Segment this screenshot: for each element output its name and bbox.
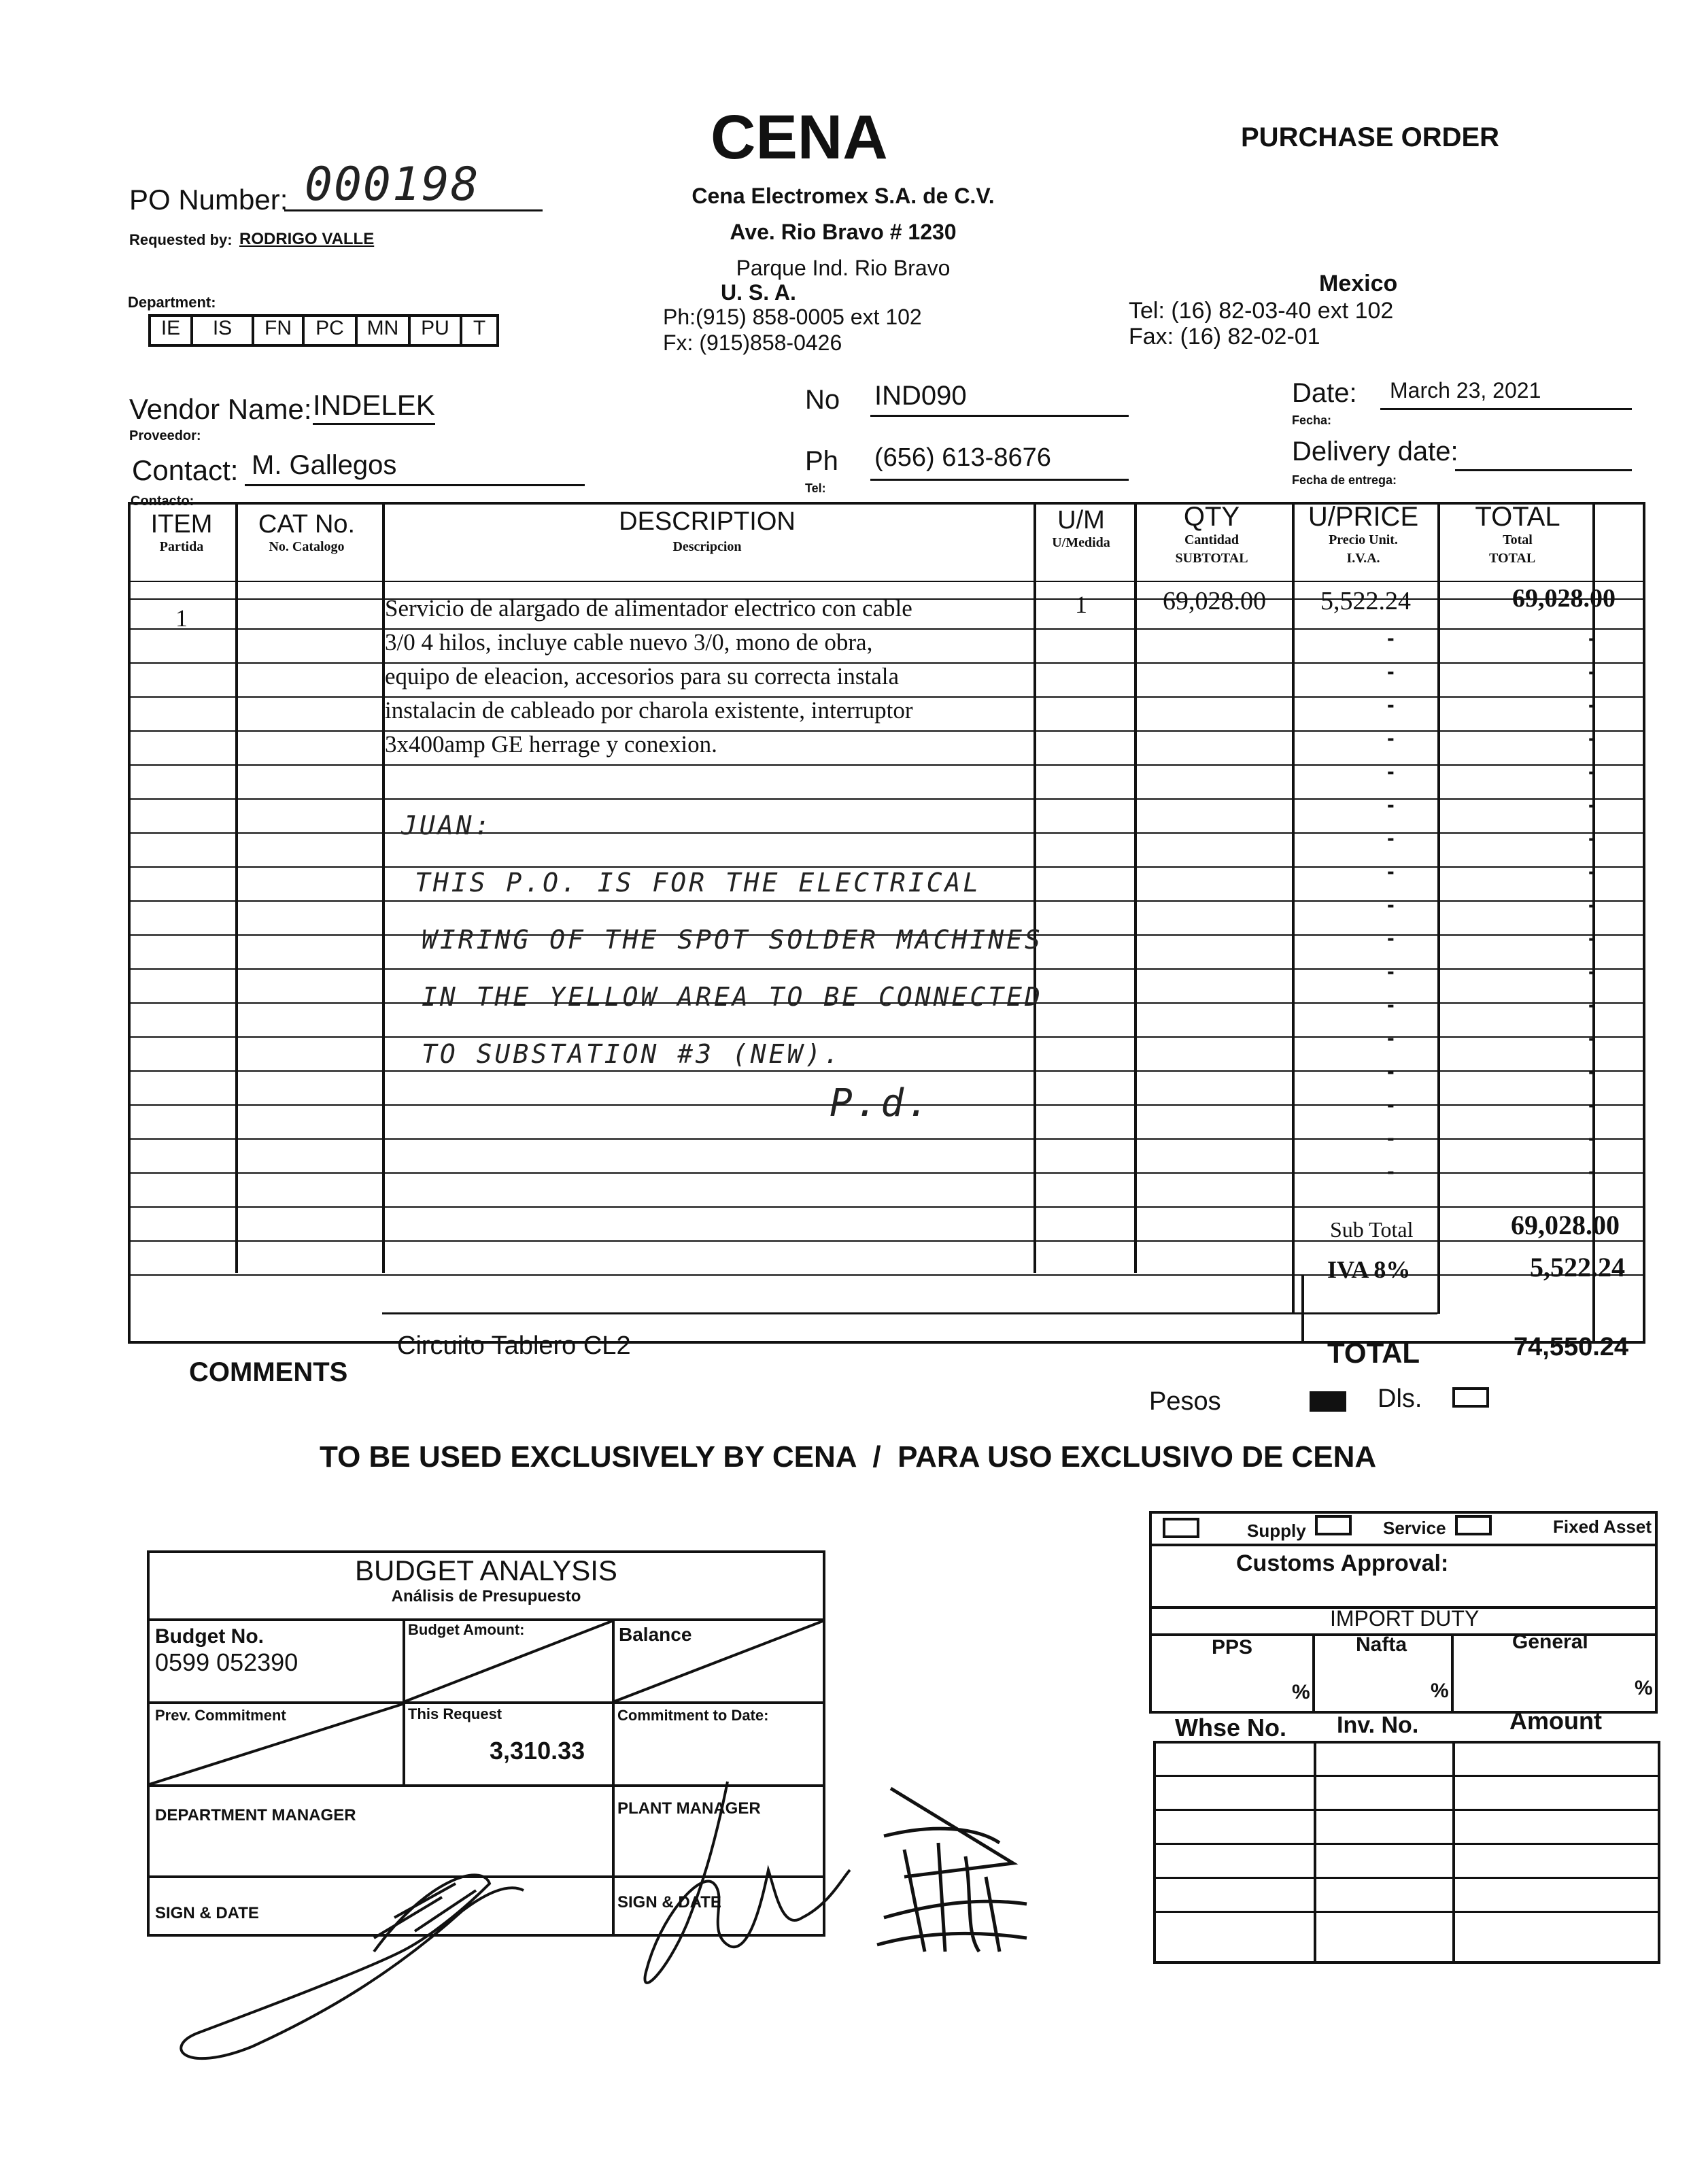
department-boxes	[148, 314, 499, 347]
contact-value: M. Gallegos	[252, 450, 397, 480]
empty-value-dash: -	[1387, 826, 1395, 850]
this-request-value: 3,310.33	[490, 1737, 585, 1765]
amount-label: Amount	[1509, 1707, 1602, 1735]
desc-line-1: Servicio de alargado de alimentador electrico con cable	[385, 595, 912, 622]
date-label-es: Fecha:	[1292, 413, 1332, 427]
vendor-no-value: IND090	[874, 381, 967, 411]
vendor-ph-label: Ph	[805, 446, 838, 476]
dept-mn[interactable]: MN	[358, 317, 411, 344]
note-line-3: WIRING OF THE SPOT SOLDER MACHINES	[422, 925, 1043, 955]
table-column-line	[1292, 505, 1295, 1314]
empty-value-dash: -	[1588, 726, 1596, 750]
empty-value-dash: -	[1588, 1059, 1596, 1083]
empty-value-dash: -	[1588, 792, 1596, 817]
us-country: U. S. A.	[721, 280, 796, 305]
vendor-ph-label-es: Tel:	[805, 481, 826, 495]
note-line-4: IN THE YELLOW AREA TO BE CONNECTED	[422, 982, 1043, 1012]
empty-value-dash: -	[1588, 1025, 1596, 1050]
mexico-phone: Tel: (16) 82-03-40 ext 102	[1129, 298, 1394, 324]
us-address	[653, 178, 1034, 286]
comments-row-line	[382, 1312, 1437, 1314]
empty-value-dash: -	[1588, 992, 1596, 1017]
general-label: General	[1512, 1631, 1588, 1653]
empty-value-dash: -	[1588, 659, 1596, 683]
item-number: 1	[175, 605, 188, 632]
item-description	[385, 592, 1038, 762]
handwritten-note	[401, 797, 1043, 1083]
dept-pu[interactable]: PU	[411, 317, 462, 344]
sign-date-label-plant: SIGN & DATE	[617, 1893, 721, 1911]
dept-is[interactable]: IS	[193, 317, 254, 344]
empty-value-dash: -	[1588, 759, 1596, 783]
us-park: Parque Ind. Rio Bravo	[736, 256, 951, 280]
grand-total-value: 74,550.24	[1514, 1333, 1629, 1361]
budget-amount-label: Budget Amount:	[408, 1621, 525, 1638]
empty-value-dash: -	[1387, 792, 1395, 817]
empty-value-dash: -	[1588, 626, 1596, 650]
whse-no-label: Whse No.	[1175, 1714, 1287, 1741]
us-fax: Fx: (915)858-0426	[663, 330, 842, 355]
requested-by-value: RODRIGO VALLE	[239, 230, 375, 248]
contact-field	[245, 450, 585, 486]
table-row-line	[131, 1172, 1643, 1174]
item-uprice: 5,522.24	[1320, 587, 1411, 615]
comments-value: Circuito Tablero CL2	[397, 1331, 631, 1360]
import-duty-label: IMPORT DUTY	[1330, 1606, 1480, 1631]
vendor-name-label: Vendor Name:	[129, 393, 312, 425]
col-um-header: U/M U/Medida	[1052, 506, 1110, 550]
col-desc-header: DESCRIPTION Descripcion	[619, 507, 796, 554]
fixed-asset-label: Fixed Asset	[1553, 1516, 1652, 1537]
vendor-name-value: INDELEK	[313, 389, 435, 421]
budget-no-label: Budget No.	[155, 1625, 264, 1648]
exclusive-use-banner: TO BE USED EXCLUSIVELY BY CENA / PARA USO EXCLUSIVO DE CENA	[320, 1440, 1377, 1474]
empty-value-dash: -	[1588, 1092, 1596, 1117]
item-qty: 69,028.00	[1163, 587, 1266, 615]
empty-value-dash: -	[1387, 726, 1395, 750]
empty-value-dash: -	[1387, 759, 1395, 783]
empty-value-dash: -	[1588, 859, 1596, 883]
po-number-label: PO Number:	[129, 184, 288, 216]
table-column-line	[235, 505, 238, 1273]
requested-by-label: Requested by:	[129, 231, 233, 248]
empty-value-dash: -	[1387, 859, 1395, 883]
table-row-line	[131, 581, 1643, 582]
empty-value-dash: -	[1387, 1025, 1395, 1050]
date-field	[1380, 378, 1632, 410]
contact-label: Contact:	[132, 454, 239, 486]
col-uprice-header: U/PRICE Precio Unit. I.V.A.	[1308, 502, 1419, 566]
desc-line-5: 3x400amp GE herrage y conexion.	[385, 731, 717, 758]
pps-label: PPS	[1212, 1636, 1253, 1659]
grand-total-label: TOTAL	[1327, 1337, 1420, 1369]
balance-label: Balance	[619, 1624, 692, 1645]
dept-ie[interactable]: IE	[151, 317, 193, 344]
supply-label: Supply	[1247, 1520, 1306, 1541]
department-label: Department:	[128, 294, 216, 311]
customs-box	[1149, 1511, 1658, 1714]
vendor-no-field	[870, 381, 1129, 417]
empty-value-dash: -	[1588, 892, 1596, 917]
service-checkbox[interactable]	[1315, 1515, 1352, 1535]
budget-subtitle: Análisis de Presupuesto	[391, 1587, 581, 1605]
empty-value-dash: -	[1588, 1159, 1596, 1183]
us-phone: Ph:(915) 858-0005 ext 102	[663, 305, 922, 329]
empty-value-dash: -	[1387, 659, 1395, 683]
table-row-line	[131, 1240, 1643, 1242]
empty-value-dash: -	[1588, 826, 1596, 850]
table-column-line	[1437, 505, 1440, 1314]
po-number-field	[284, 158, 543, 211]
delivery-date-label: Delivery date:	[1292, 437, 1458, 466]
empty-value-dash: -	[1588, 692, 1596, 717]
table-row-line	[131, 764, 1643, 766]
nafta-pct: %	[1431, 1680, 1449, 1702]
iva-label: IVA 8%	[1327, 1256, 1411, 1283]
col-qty-header: QTY Cantidad SUBTOTAL	[1175, 502, 1248, 566]
pesos-label: Pesos	[1149, 1387, 1221, 1416]
sign-date-label-dept: SIGN & DATE	[155, 1904, 259, 1922]
budget-no-value: 0599 052390	[155, 1648, 298, 1676]
empty-value-dash: -	[1387, 992, 1395, 1017]
desc-line-4: instalacin de cableado por charola existente, interruptor	[385, 697, 913, 724]
supply-checkbox[interactable]	[1163, 1518, 1199, 1538]
customs-ledger	[1153, 1741, 1660, 1964]
delivery-date-label-es: Fecha de entrega:	[1292, 473, 1397, 487]
subtotal-label: Sub Total	[1330, 1217, 1414, 1242]
vendor-no-label: No	[805, 385, 840, 415]
dls-checkbox[interactable]	[1452, 1387, 1489, 1408]
vendor-ph-field	[870, 443, 1129, 481]
signature-department-manager	[170, 1836, 578, 2081]
this-request-label: This Request	[408, 1705, 502, 1722]
note-line-1: JUAN:	[401, 811, 493, 840]
signature-initials	[864, 1782, 1040, 1958]
customs-approval-label: Customs Approval:	[1236, 1550, 1449, 1576]
dept-manager-label: DEPARTMENT MANAGER	[155, 1806, 356, 1824]
subtotal-value: 69,028.00	[1511, 1210, 1620, 1240]
fixed-asset-checkbox[interactable]	[1455, 1515, 1492, 1535]
col-item-header: ITEM Partida	[150, 510, 213, 554]
prev-commitment-label: Prev. Commitment	[155, 1707, 286, 1724]
empty-value-dash: -	[1387, 959, 1395, 983]
service-label: Service	[1383, 1518, 1446, 1538]
company-name: CENA	[711, 103, 888, 172]
total-column-line	[1301, 1274, 1304, 1341]
empty-value-dash: -	[1588, 959, 1596, 983]
desc-line-3: equipo de eleacion, accesorios para su correcta instala	[385, 663, 900, 690]
mexico-fax: Fax: (16) 82-02-01	[1129, 324, 1320, 350]
col-total-header: TOTAL Total TOTAL	[1475, 502, 1560, 566]
dept-t[interactable]: T	[473, 317, 486, 339]
empty-value-dash: -	[1588, 1125, 1596, 1150]
mexico-label: Mexico	[1319, 271, 1398, 296]
po-number-value: 000198	[305, 158, 480, 211]
empty-value-dash: -	[1387, 1092, 1395, 1117]
empty-value-dash: -	[1387, 1125, 1395, 1150]
dls-label: Dls.	[1378, 1384, 1422, 1413]
table-row-line	[131, 1206, 1643, 1208]
date-label: Date:	[1292, 378, 1357, 408]
table-column-line	[1134, 505, 1137, 1273]
budget-title: BUDGET ANALYSIS	[355, 1554, 617, 1586]
desc-line-2: 3/0 4 hilos, incluye cable nuevo 3/0, mono de obra,	[385, 629, 873, 656]
vendor-name-label-es: Proveedor:	[129, 428, 201, 443]
signature-plant-manager	[626, 1768, 870, 2013]
empty-value-dash: -	[1387, 1159, 1395, 1183]
table-row-line	[131, 1274, 1643, 1276]
item-um: 1	[1075, 591, 1087, 618]
us-company: Cena Electromex S.A. de C.V.	[691, 184, 995, 208]
pesos-checkbox[interactable]	[1310, 1391, 1346, 1412]
plant-manager-label: PLANT MANAGER	[617, 1799, 761, 1818]
vendor-name-field	[313, 389, 435, 425]
inv-no-label: Inv. No.	[1337, 1712, 1419, 1738]
col-cat-header: CAT No. No. Catalogo	[258, 510, 356, 554]
comments-label: COMMENTS	[189, 1357, 348, 1387]
note-line-5: TO SUBSTATION #3 (NEW).	[422, 1039, 842, 1069]
contact-label-es: Contacto:	[131, 494, 194, 509]
table-row-line	[131, 1138, 1643, 1140]
iva-value: 5,522.24	[1530, 1252, 1625, 1282]
empty-value-dash: -	[1387, 925, 1395, 950]
note-initials: P.d.	[830, 1081, 932, 1125]
empty-value-dash: -	[1387, 1059, 1395, 1083]
nafta-label: Nafta	[1356, 1633, 1407, 1656]
general-pct: %	[1635, 1677, 1653, 1699]
empty-value-dash: -	[1387, 626, 1395, 650]
vendor-ph-value: (656) 613-8676	[874, 443, 1051, 472]
pps-pct: %	[1292, 1681, 1310, 1703]
empty-value-dash: -	[1588, 925, 1596, 950]
note-line-2: THIS P.O. IS FOR THE ELECTRICAL	[415, 868, 982, 898]
item-total: 69,028.00	[1512, 584, 1616, 613]
document-type: PURCHASE ORDER	[1241, 122, 1500, 152]
us-street: Ave. Rio Bravo # 1230	[730, 220, 957, 244]
dept-pc[interactable]: PC	[305, 317, 358, 344]
date-value: March 23, 2021	[1390, 378, 1541, 403]
empty-value-dash: -	[1387, 892, 1395, 917]
commitment-to-date-label: Commitment to Date:	[617, 1707, 769, 1724]
delivery-date-field[interactable]	[1455, 442, 1632, 471]
dept-fn[interactable]: FN	[254, 317, 305, 344]
empty-value-dash: -	[1387, 692, 1395, 717]
